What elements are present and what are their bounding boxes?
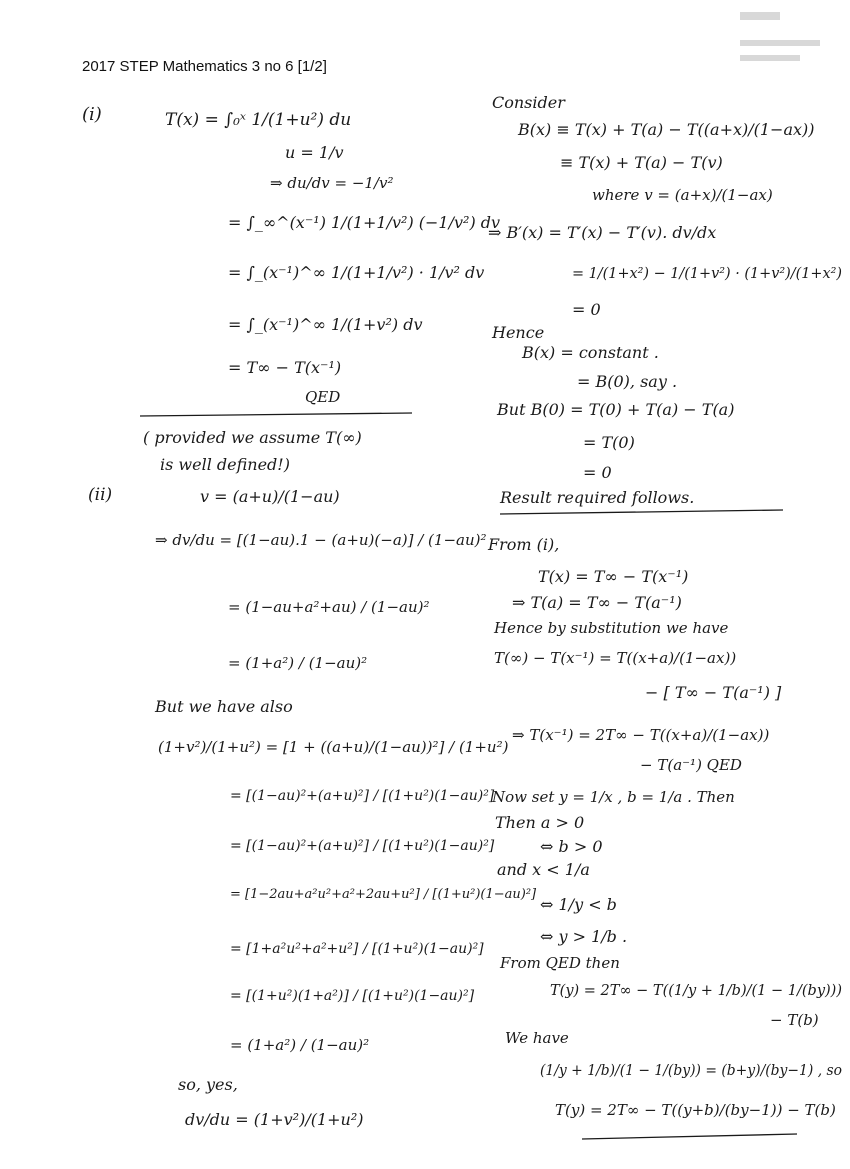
divider-line-left — [140, 413, 412, 416]
right-line-17: ⇒ T(a) = T∞ − T(a⁻¹) — [512, 593, 682, 612]
part-ii-line-14: dv/du = (1+v²)/(1+u²) — [185, 1110, 364, 1129]
part-i-qed: QED — [305, 388, 341, 406]
right-line-16: T(x) = T∞ − T(x⁻¹) — [538, 567, 689, 586]
right-line-30: T(y) = 2T∞ − T((1/y + 1/b)/(1 − 1/(by))) — [550, 981, 843, 999]
right-line-20: − [ T∞ − T(a⁻¹) ] — [645, 683, 782, 702]
right-line-10: = B(0), say . — [577, 372, 678, 391]
part-ii-line-3: = (1−au+a²+au) / (1−au)² — [228, 598, 430, 616]
right-line-28: ⇔ y > 1/b . — [540, 927, 628, 946]
part-i-line-2: u = 1/v — [285, 143, 344, 162]
part-i-line-1: T(x) = ∫₀ˣ 1/(1+u²) du — [165, 110, 352, 130]
right-line-18: Hence by substitution we have — [494, 619, 729, 637]
right-line-25: ⇔ b > 0 — [540, 837, 603, 856]
right-line-13: = 0 — [583, 463, 612, 482]
right-line-15: From (i), — [488, 535, 560, 554]
right-line-23: Now set y = 1/x , b = 1/a . Then — [492, 788, 735, 806]
part-ii-line-7: = [(1−au)²+(a+u)²] / [(1+u²)(1−au)²] — [230, 788, 495, 804]
part-ii-line-10: = [1+a²u²+a²+u²] / [(1+u²)(1−au)²] — [230, 941, 484, 957]
right-line-3: ≡ T(x) + T(a) − T(v) — [560, 153, 723, 172]
right-line-9: B(x) = constant . — [522, 343, 659, 362]
part-ii-line-12: = (1+a²) / (1−au)² — [230, 1036, 370, 1054]
part-i-note-2: is well defined!) — [160, 455, 290, 474]
part-i-label: (i) — [82, 104, 102, 125]
part-i-line-6: = ∫_(x⁻¹)^∞ 1/(1+v²) dv — [228, 315, 423, 334]
right-line-14: Result required follows. — [500, 488, 695, 507]
right-line-1: Consider — [492, 93, 565, 112]
final-underline — [582, 1134, 797, 1139]
part-i — [82, 104, 500, 474]
part-ii-line-5: But we have also — [155, 697, 293, 716]
right-line-5: ⇒ B′(x) = T′(x) − T′(v). dv/dx — [488, 223, 717, 242]
right-line-32: We have — [505, 1029, 569, 1047]
bleed-through — [740, 12, 820, 61]
right-line-29: From QED then — [500, 954, 620, 972]
part-i-line-5: = ∫_(x⁻¹)^∞ 1/(1+1/v²) · 1/v² dv — [228, 263, 485, 282]
divider-line-right — [500, 510, 783, 514]
right-line-8: Hence — [492, 323, 545, 342]
part-i-line-4: = ∫_∞^(x⁻¹) 1/(1+1/v²) (−1/v²) dv — [228, 213, 501, 232]
right-line-31: − T(b) — [770, 1011, 819, 1029]
right-column — [487, 93, 842, 1139]
part-ii-line-6: (1+v²)/(1+u²) = [1 + ((a+u)/(1−au))²] / (1+u²) — [158, 738, 509, 756]
part-ii-line-13: so, yes, — [178, 1075, 238, 1094]
right-line-33: (1/y + 1/b)/(1 − 1/(by)) = (b+y)/(by−1) , so — [540, 1061, 842, 1079]
right-line-2: B(x) ≡ T(x) + T(a) − T((a+x)/(1−ax)) — [518, 120, 815, 139]
page-header: 2017 STEP Mathematics 3 no 6 [1/2] — [82, 58, 327, 75]
right-line-22: − T(a⁻¹) QED — [640, 756, 742, 774]
part-ii-line-9: = [1−2au+a²u²+a²+2au+u²] / [(1+u²)(1−au)²] — [230, 887, 537, 902]
part-ii-line-2: ⇒ dv/du = [(1−au).1 − (a+u)(−a)] / (1−au)² — [155, 531, 487, 549]
right-line-26: and x < 1/a — [497, 860, 590, 879]
part-ii-line-11: = [(1+u²)(1+a²)] / [(1+u²)(1−au)²] — [230, 988, 475, 1004]
right-line-27: ⇔ 1/y < b — [540, 895, 617, 914]
right-line-6: = 1/(1+x²) − 1/(1+v²) · (1+v²)/(1+x²) — [572, 264, 843, 282]
part-i-note-1: ( provided we assume T(∞) — [143, 428, 362, 447]
part-ii-line-4: = (1+a²) / (1−au)² — [228, 654, 368, 672]
part-ii-line-8: = [(1−au)²+(a+u)²] / [(1+u²)(1−au)²] — [230, 838, 495, 854]
right-line-7: = 0 — [572, 300, 601, 319]
part-ii-line-1: v = (a+u)/(1−au) — [200, 487, 340, 506]
part-ii — [88, 485, 537, 1129]
right-line-11: But B(0) = T(0) + T(a) − T(a) — [497, 400, 735, 419]
right-line-12: = T(0) — [583, 433, 635, 452]
part-ii-label: (ii) — [88, 485, 113, 505]
right-line-4: where v = (a+x)/(1−ax) — [592, 186, 773, 204]
right-line-19: T(∞) − T(x⁻¹) = T((x+a)/(1−ax)) — [494, 649, 737, 667]
part-i-line-3: ⇒ du/dv = −1/v² — [270, 174, 394, 192]
right-line-34: T(y) = 2T∞ − T((y+b)/(by−1)) − T(b) — [555, 1101, 836, 1119]
part-i-line-7: = T∞ − T(x⁻¹) — [228, 358, 342, 377]
right-line-21: ⇒ T(x⁻¹) = 2T∞ − T((x+a)/(1−ax)) — [512, 726, 770, 744]
right-line-24: Then a > 0 — [495, 813, 585, 832]
